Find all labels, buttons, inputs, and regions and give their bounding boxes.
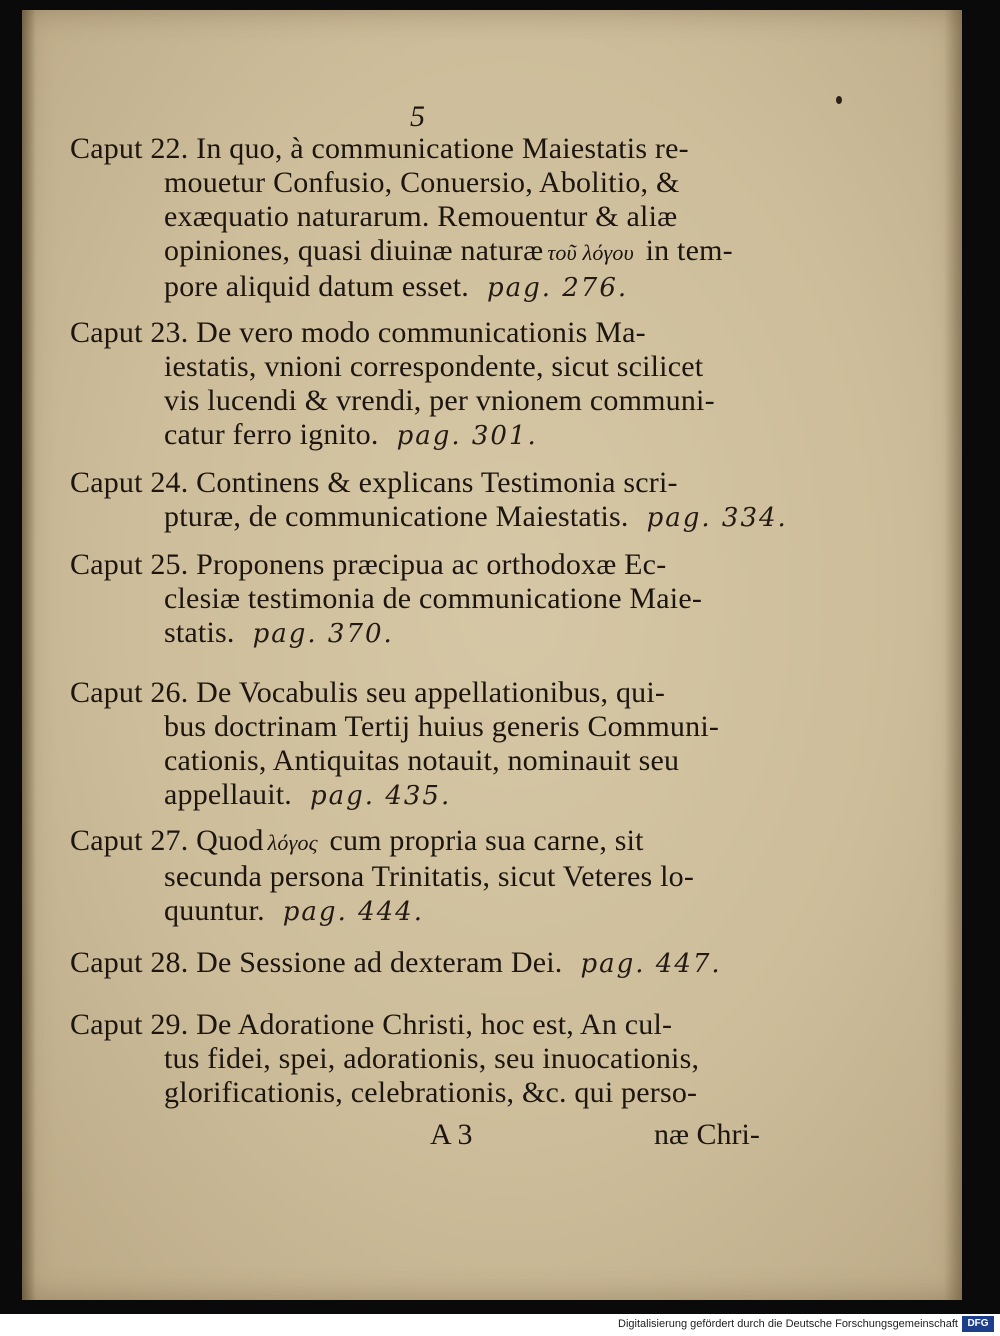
toc-line (70, 860, 790, 894)
toc-line (70, 616, 790, 651)
toc-line (70, 744, 790, 778)
line-text: glorificationis, celebrationis, &c. qui perso- (164, 1076, 698, 1109)
handwritten-page-reference: pag. 276. (486, 273, 629, 303)
toc-entry (70, 466, 790, 535)
line-text: pore aliquid datum esset. (164, 270, 469, 303)
toc-line (70, 166, 790, 200)
line-text: cationis, Antiquitas notauit, nominauit seu (164, 744, 680, 777)
dfg-logo: DFG (962, 1316, 994, 1332)
toc-line (70, 466, 790, 500)
toc-line (70, 132, 790, 166)
line-text: tus fidei, spei, adorationis, seu inuocationis, (164, 1042, 700, 1075)
toc-line (70, 200, 790, 234)
line-text: exæquatio naturarum. Remouentur & aliæ (164, 200, 678, 233)
toc-entry (70, 946, 790, 981)
line-text: clesiæ testimonia de communicatione Maie- (164, 582, 703, 615)
line-text: pturæ, de communicatione Maiestatis. (164, 500, 629, 533)
toc-line (70, 500, 790, 535)
line-text: secunda persona Trinitatis, sicut Veteres lo- (164, 860, 695, 893)
line-text: Caput 25. Proponens præcipua ac orthodoxæ Ec- (70, 548, 667, 581)
line-text: catur ferro ignito. (164, 418, 379, 451)
line-text: quuntur. (164, 894, 265, 927)
line-text: statis. (164, 616, 235, 649)
line-text: iestatis, vnioni correspondente, sicut scilicet (164, 350, 704, 383)
line-text-continued: in tem- (637, 234, 733, 267)
toc-entry (70, 548, 790, 651)
ink-speck (836, 96, 842, 104)
toc-line (70, 778, 790, 813)
toc-entry (70, 824, 790, 929)
toc-line (70, 270, 790, 305)
toc-entry (70, 132, 790, 305)
line-text: Caput 24. Continens & explicans Testimonia scri- (70, 466, 678, 499)
toc-line (70, 1042, 790, 1076)
toc-line (70, 548, 790, 582)
line-text: Caput 27. Quod (70, 824, 264, 857)
handwritten-page-reference: pag. 301. (396, 421, 538, 451)
toc-line (70, 824, 790, 860)
signature-mark: A 3 (430, 1118, 473, 1151)
toc-line (70, 384, 790, 418)
page-number: 5 (410, 100, 425, 133)
catchword: næ Chri- (654, 1118, 760, 1151)
greek-word: τοῦ λόγου (547, 240, 634, 265)
greek-word: λόγος (267, 830, 318, 855)
toc-line (70, 1008, 790, 1042)
toc-line (70, 894, 790, 929)
line-text: opiniones, quasi diuinæ naturæ (164, 234, 544, 267)
line-text: Caput 22. In quo, à communicatione Maiestatis re- (70, 132, 689, 165)
toc-line (70, 676, 790, 710)
toc-line (70, 710, 790, 744)
handwritten-page-reference: pag. 370. (252, 619, 394, 649)
line-text: mouetur Confusio, Conuersio, Abolitio, & (164, 166, 680, 199)
toc-line (70, 350, 790, 384)
toc-entry (70, 1008, 790, 1110)
handwritten-page-reference: pag. 435. (310, 781, 452, 811)
toc-entry (70, 316, 790, 453)
line-text: vis lucendi & vrendi, per vnionem communi- (164, 384, 715, 417)
line-text: Caput 29. De Adoratione Christi, hoc est, An cul- (70, 1008, 673, 1041)
toc-line (70, 946, 790, 981)
funding-note: Digitalisierung gefördert durch die Deutsche Forschungsgemeinschaft (618, 1318, 958, 1330)
handwritten-page-reference: pag. 444. (282, 897, 424, 927)
line-text-continued: cum propria sua carne, sit (321, 824, 644, 857)
handwritten-page-reference: pag. 447. (580, 949, 722, 979)
line-text: Caput 28. De Sessione ad dexteram Dei. (70, 946, 563, 979)
toc-line (70, 1076, 790, 1110)
toc-line (70, 582, 790, 616)
handwritten-page-reference: pag. 334. (646, 503, 788, 533)
line-text: Caput 26. De Vocabulis seu appellationibus, qui- (70, 676, 666, 709)
line-text: appellauit. (164, 778, 292, 811)
page-edge-shadow (944, 10, 962, 1300)
toc-line (70, 234, 790, 270)
line-text: bus doctrinam Tertij huius generis Communi- (164, 710, 720, 743)
page-fold-shadow (22, 10, 36, 1300)
toc-entry (70, 676, 790, 813)
toc-line (70, 316, 790, 350)
toc-line (70, 418, 790, 453)
line-text: Caput 23. De vero modo communicationis Ma- (70, 316, 646, 349)
